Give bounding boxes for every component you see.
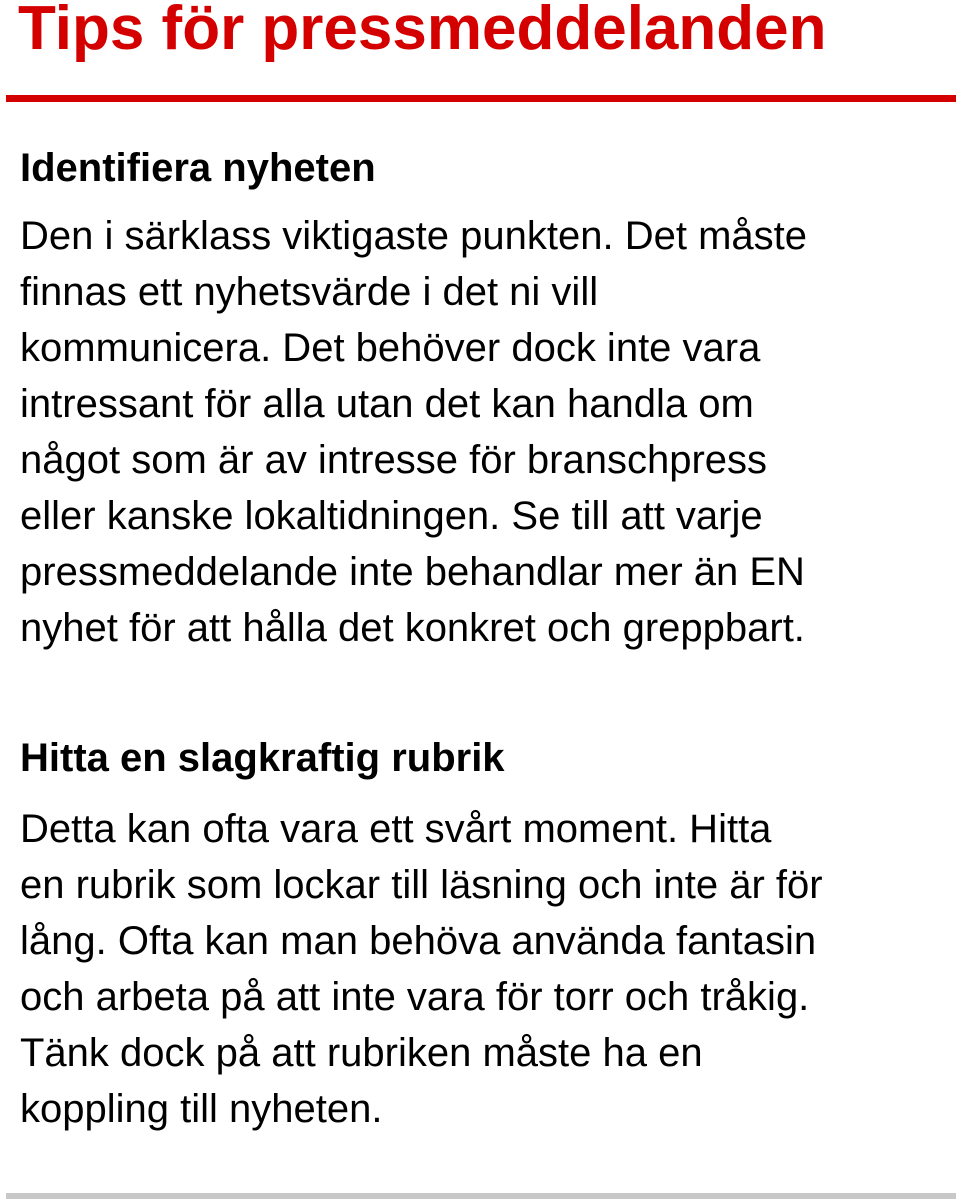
section-hitta-rubrik — [20, 738, 950, 1137]
section-heading: Identifiera nyheten — [20, 146, 376, 190]
body-line: finnas ett nyhetsvärde i det ni vill — [20, 270, 599, 314]
body-line: något som är av intresse för branschpress — [20, 438, 768, 482]
section-heading: Hitta en slagkraftig rubrik — [20, 736, 505, 780]
body-line: pressmeddelande inte behandlar mer än EN — [20, 550, 805, 594]
body-line: en rubrik som lockar till läsning och inte är för — [20, 863, 823, 907]
body-line: och arbeta på att inte vara för torr och tråkig. — [20, 975, 810, 1019]
body-line: intressant för alla utan det kan handla om — [20, 382, 754, 426]
body-line: kommunicera. Det behöver dock inte vara — [20, 326, 761, 370]
title-divider — [6, 95, 956, 102]
body-line: eller kanske lokaltidningen. Se till att varje — [20, 494, 763, 538]
body-line: Detta kan ofta vara ett svårt moment. Hitta — [20, 807, 772, 851]
body-line: nyhet för att hålla det konkret och greppbart. — [20, 606, 805, 650]
body-line: Den i särklass viktigaste punkten. Det måste — [20, 214, 808, 258]
body-line: lång. Ofta kan man behöva använda fantasin — [20, 919, 817, 963]
section-body — [20, 208, 950, 656]
body-line: Tänk dock på att rubriken måste ha en — [20, 1031, 703, 1075]
section-identifiera-nyheten — [20, 148, 950, 656]
section-body — [20, 801, 950, 1137]
page-title: Tips för pressmeddelanden — [18, 0, 827, 63]
footer-divider — [6, 1193, 956, 1199]
body-line: koppling till nyheten. — [20, 1087, 383, 1131]
